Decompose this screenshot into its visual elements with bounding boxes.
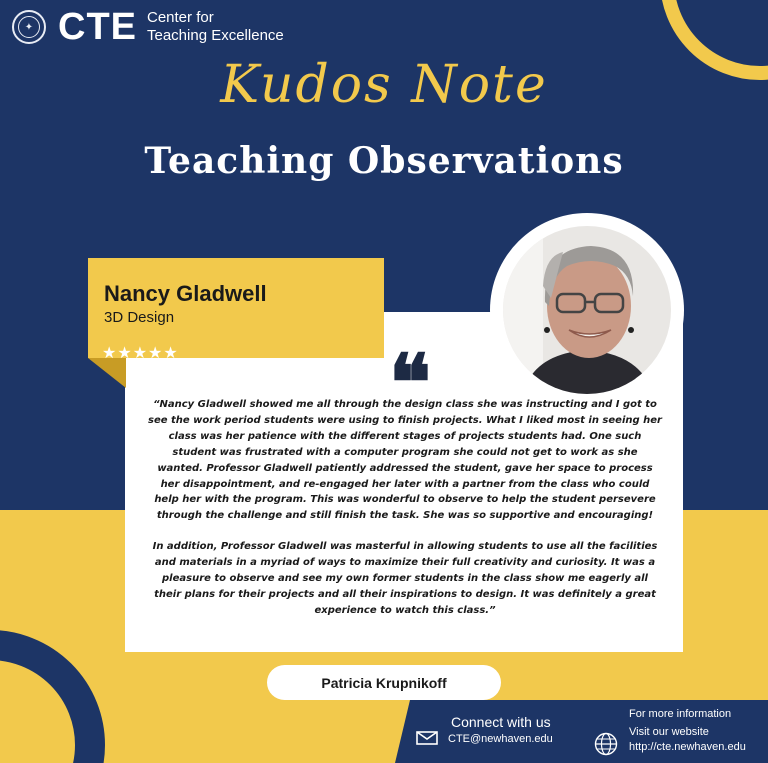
observer-name: Patricia Krupnikoff <box>267 665 501 700</box>
quotation-mark-icon: ❝ <box>389 338 431 429</box>
page-title: Teaching Observations <box>144 140 624 182</box>
teacher-photo <box>503 226 671 394</box>
teacher-department: 3D Design <box>104 309 175 326</box>
quote-paragraph-2: In addition, Professor Gladwell was masterful in allowing students to use all the facilities and materials in a myriad of ways to maximize their full creativity and curiosity. It was a pleasure to observe and see my own former students in the class show me eagerly all their plans for their projects and all their inspirations to design. It was definitely a great experience to watch this class.” <box>152 541 658 616</box>
quote-paragraph-1: “Nancy Gladwell showed me all through the design class she was instructing and I got to see the work period students were using to finish projects. What I liked most in seeing her class was her patience with the different stages of projects students had. One such student was frustrated with a computer program she could not get to work as she wanted. Professor Gladwell patiently addressed the student, gave her space to process her disappointment, and re-engaged her later with a partner from the class who could help her with the program. This was wonderful to observe to help the student persevere through the challenge and still finish the task. She was so supportive and encouraging! <box>148 399 662 522</box>
teacher-name: Nancy Gladwell <box>104 281 267 306</box>
envelope-icon <box>416 731 438 745</box>
cte-full-name <box>147 9 284 45</box>
cte-subtitle-line1: Center for <box>147 9 214 26</box>
cte-subtitle-line2: Teaching Excellence <box>147 27 284 44</box>
more-information-label: For more information <box>629 708 732 720</box>
kudos-note-script-title: Kudos Note <box>220 55 548 115</box>
globe-icon <box>594 732 618 756</box>
testimonial-quote <box>148 397 662 619</box>
contact-email-link[interactable]: CTE@newhaven.edu <box>448 733 553 745</box>
name-box-fold <box>88 358 126 388</box>
star-rating: ★★★★★ <box>102 343 179 362</box>
cte-logo-text: CTE <box>58 6 137 48</box>
visit-website-label: Visit our website <box>629 726 709 738</box>
cte-header <box>12 8 284 46</box>
connect-with-us-heading: Connect with us <box>451 714 551 730</box>
university-seal-icon: ✦ <box>12 10 46 44</box>
website-link[interactable]: http://cte.newhaven.edu <box>629 741 746 753</box>
